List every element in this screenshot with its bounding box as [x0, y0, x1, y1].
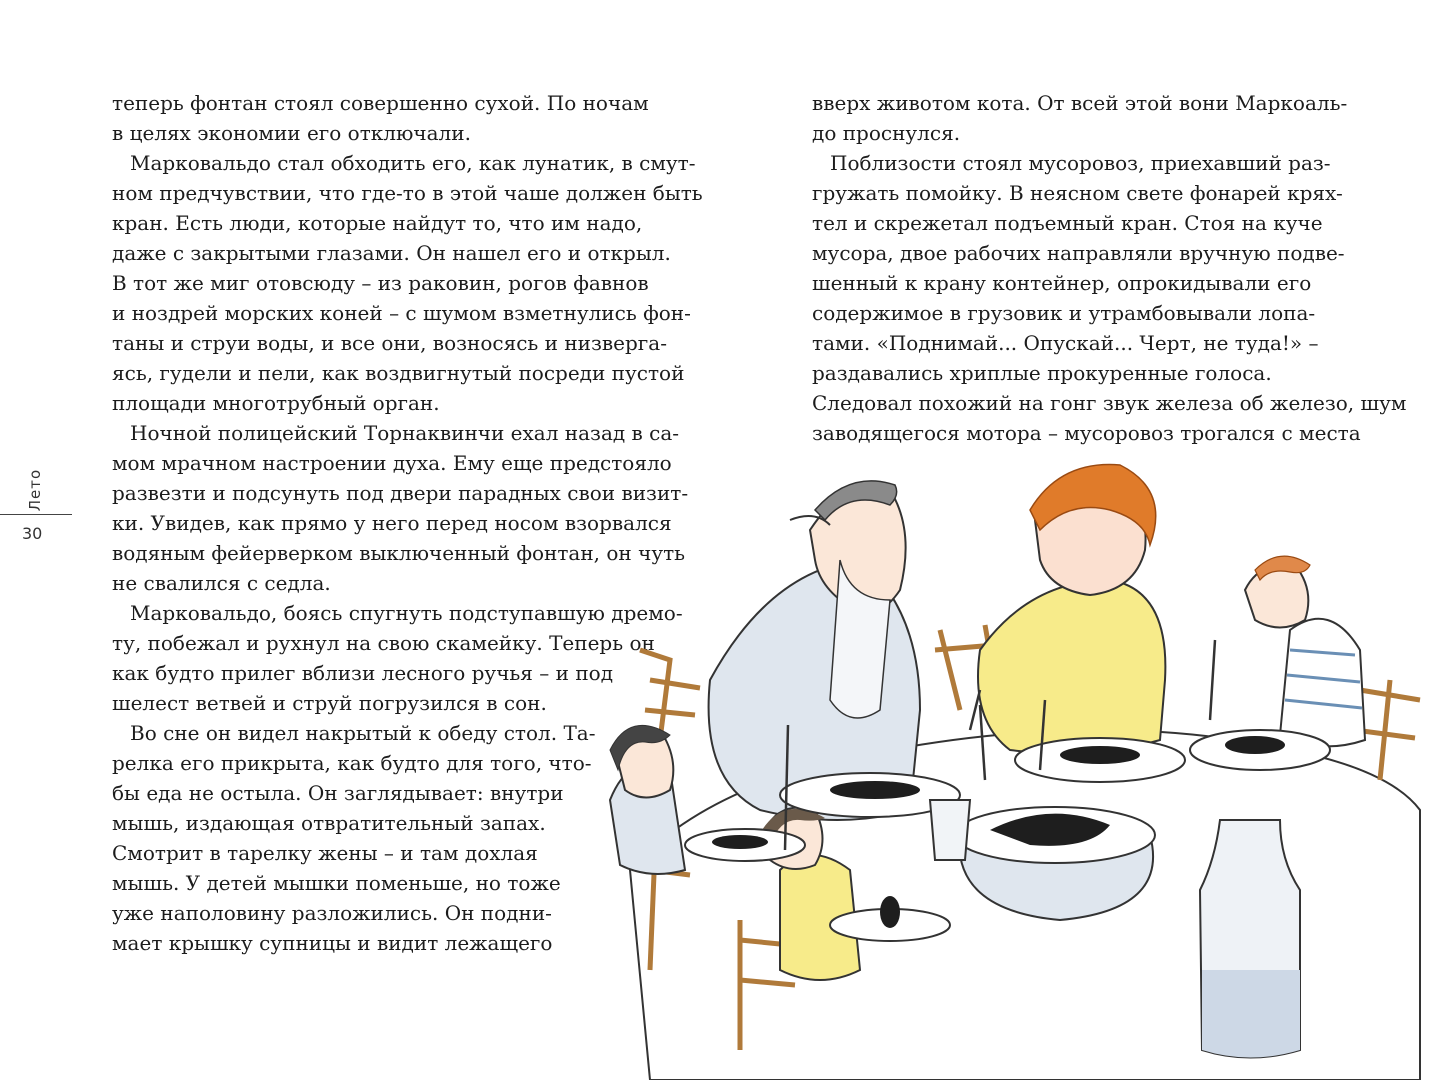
left-text-line: развезти и подсунуть под двери парадных свои визит- [112, 481, 689, 505]
left-text-line: кран. Есть люди, которые найдут то, что им надо, [112, 211, 643, 235]
dinner-table-illustration [590, 450, 1440, 1080]
right-text-line: тами. «Поднимай... Опускай... Черт, не туда!» – [812, 331, 1319, 355]
right-text-line: гружать помойку. В неясном свете фонарей кряx- [812, 181, 1343, 205]
left-text-line: В тот же миг отовсюду – из раковин, рогов фавнов [112, 271, 649, 295]
left-text-line: даже с закрытыми глазами. Он нашел его и открыл. [112, 241, 671, 265]
left-text-line: ки. Увидев, как прямо у него перед носом взорвался [112, 511, 672, 535]
section-divider [0, 514, 72, 515]
right-text-column [812, 88, 1407, 448]
left-text-line: мает крышку супницы и видит лежащего [112, 931, 553, 955]
left-text-line: мышь, издающая отвратительный запах. [112, 811, 546, 835]
left-text-line: ясь, гудели и пели, как воздвигнутый посреди пустой [112, 361, 685, 385]
left-text-line: Смотрит в тарелку жены – и там дохлая [112, 841, 538, 865]
left-text-line: релка его прикрыта, как будто для того, что- [112, 751, 592, 775]
left-text-line: уже наполовину разложились. Он подни- [112, 901, 552, 925]
left-text-line: ту, побежал и рухнул на свою скамейку. Теперь он [112, 631, 655, 655]
section-label: Лето [26, 468, 44, 512]
left-text-line: шелест ветвей и струй погрузился в сон. [112, 691, 547, 715]
left-text-line: водяным фейерверком выключенный фонтан, он чуть [112, 541, 686, 565]
right-text-line: мусора, двое рабочих направляли вручную подве- [812, 241, 1345, 265]
page-number: 30 [22, 524, 43, 543]
left-text-line: и ноздрей морских коней – с шумом взметнулись фон- [112, 301, 691, 325]
left-text-line: не свалился с седла. [112, 571, 331, 595]
right-text-line: заводящегося мотора – мусоровоз трогался с места [812, 421, 1361, 445]
left-text-line: теперь фонтан стоял совершенно сухой. По ночам [112, 91, 649, 115]
left-text-column [112, 88, 703, 958]
left-text-line: Ночной полицейский Торнаквинчи ехал назад в са- [130, 421, 680, 445]
right-text-line: до проснулся. [812, 121, 961, 145]
left-text-line: ном предчувствии, что где-то в этой чаше должен быть [112, 181, 703, 205]
right-text-line: содержимое в грузовик и утрамбовывали лопа- [812, 301, 1316, 325]
left-text-line: мом мрачном настроении духа. Ему еще предстояло [112, 451, 672, 475]
right-text-line: тел и скрежетал подъемный кран. Стоя на куче [812, 211, 1323, 235]
right-text-line: шенный к крану контейнер, опрокидывали его [812, 271, 1312, 295]
left-text-line: как будто прилег вблизи лесного ручья – и под [112, 661, 614, 685]
left-text-line: таны и струи воды, и все они, возносясь и низверга- [112, 331, 667, 355]
left-text-line: Марковальдо, боясь спугнуть подступавшую дремо- [130, 601, 683, 625]
left-text-line: в целях экономии его отключали. [112, 121, 471, 145]
left-text-line: Марковальдо стал обходить его, как лунатик, в смут- [130, 151, 696, 175]
right-text-line: Поблизости стоял мусоровоз, приехавший раз- [830, 151, 1331, 175]
left-text-line: мышь. У детей мышки поменьше, но тоже [112, 871, 561, 895]
left-text-line: Во сне он видел накрытый к обеду стол. Та- [130, 721, 596, 745]
right-text-line: Следовал похожий на гонг звук железа об железо, шум [812, 391, 1407, 415]
left-text-line: бы еда не остыла. Он заглядывает: внутри [112, 781, 564, 805]
left-text-line: площади многотрубный орган. [112, 391, 440, 415]
right-text-line: вверх животом кота. От всей этой вони Маркоаль- [812, 91, 1348, 115]
right-text-line: раздавались хриплые прокуренные голоса. [812, 361, 1272, 385]
